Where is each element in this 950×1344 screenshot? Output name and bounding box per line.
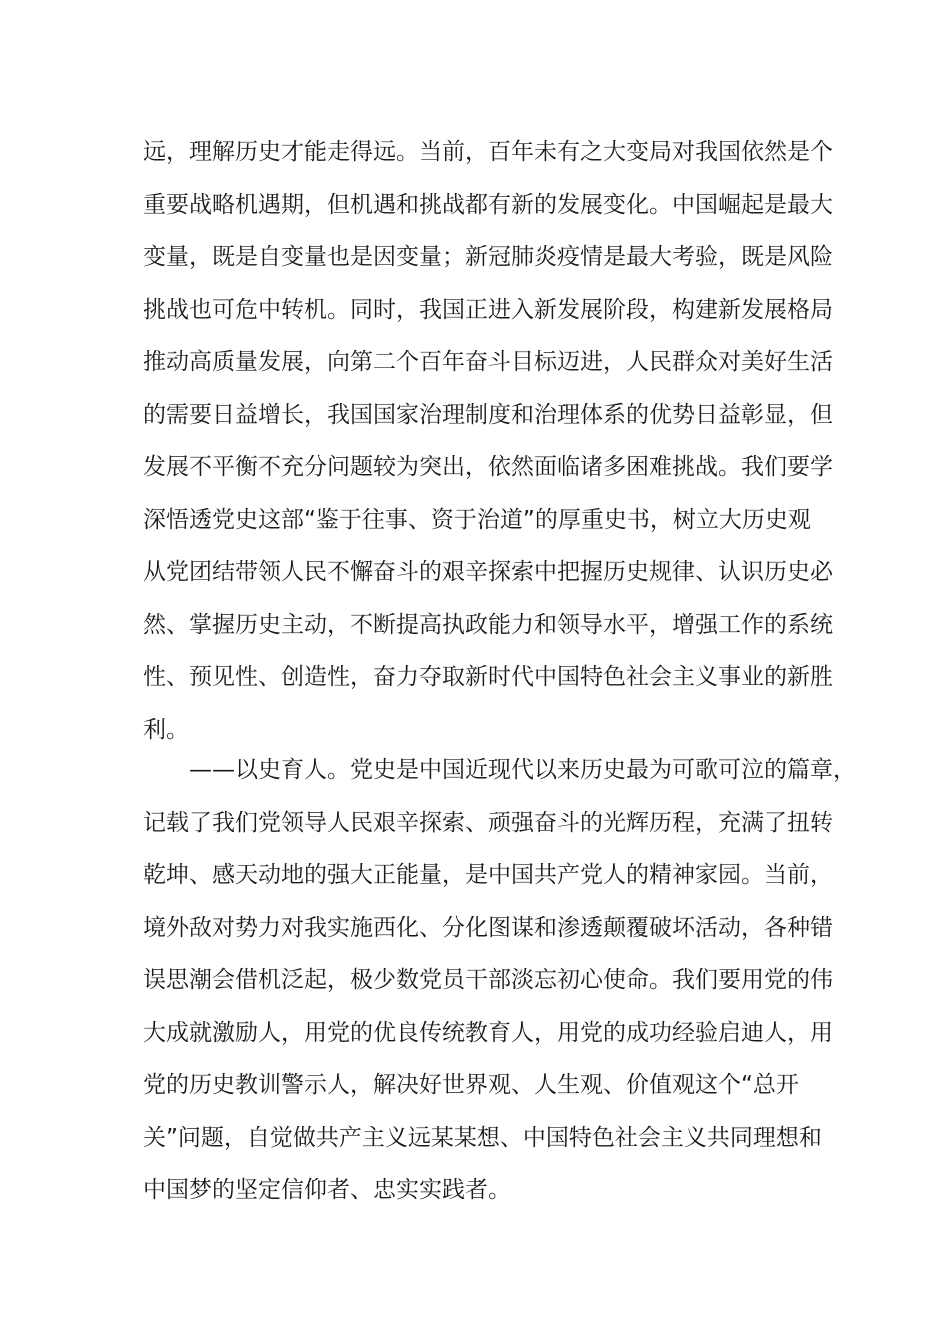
- text-line: 记载了我们党领导人民艰辛探索、顽强奋斗的光辉历程，充满了扭转: [143, 809, 833, 836]
- text-line: 重要战略机遇期，但机遇和挑战都有新的发展变化。中国崛起是最大: [143, 191, 833, 218]
- text-line: 误思潮会借机泛起，极少数党员干部淡忘初心使命。我们要用党的伟: [143, 967, 833, 993]
- paragraph-history-perspective: [143, 126, 843, 756]
- text-line: ——以史育人。党史是中国近现代以来历史最为可歌可泣的篇章，: [143, 757, 856, 783]
- text-line: 利。: [143, 716, 189, 743]
- text-line: 从党团结带领人民不懈奋斗的艰辛探索中把握历史规律、认识历史必: [143, 559, 833, 585]
- text-line: 党的历史教训警示人，解决好世界观、人生观、价值观这个“总开: [143, 1072, 799, 1098]
- text-line: 深悟透党史这部“鉴于往事、资于治道”的厚重史书，树立大历史观: [143, 506, 811, 533]
- paragraph-educate-people: [143, 744, 856, 1217]
- text-line: 发展不平衡不充分问题较为突出，依然面临诸多困难挑战。我们要学: [143, 454, 833, 480]
- text-line: 的需要日益增长，我国国家治理制度和治理体系的优势日益彰显，但: [143, 401, 833, 428]
- text-line: 远，理解历史才能走得远。当前，百年未有之大变局对我国依然是个: [143, 139, 833, 165]
- text-line: 大成就激励人，用党的优良传统教育人，用党的成功经验启迪人，用: [143, 1019, 833, 1046]
- text-line: 乾坤、感天动地的强大正能量，是中国共产党人的精神家园。当前，: [143, 862, 833, 888]
- text-line: 性、预见性、创造性，奋力夺取新时代中国特色社会主义事业的新胜: [143, 664, 833, 690]
- text-line: 挑战也可危中转机。同时，我国正进入新发展阶段，构建新发展格局: [143, 296, 833, 323]
- text-line: 推动高质量发展，向第二个百年奋斗目标迈进，人民群众对美好生活: [143, 349, 833, 375]
- text-line: 境外敌对势力对我实施西化、分化图谋和渗透颠覆破坏活动，各种错: [143, 914, 833, 941]
- text-line: 变量，既是自变量也是因变量；新冠肺炎疫情是最大考验，既是风险: [143, 244, 833, 270]
- text-line: 然、掌握历史主动，不断提高执政能力和领导水平，增强工作的系统: [143, 611, 833, 638]
- text-line: 中国梦的坚定信仰者、忠实实践者。: [143, 1177, 511, 1203]
- text-line: 关”问题，自觉做共产主义远某某想、中国特色社会主义共同理想和: [143, 1124, 822, 1151]
